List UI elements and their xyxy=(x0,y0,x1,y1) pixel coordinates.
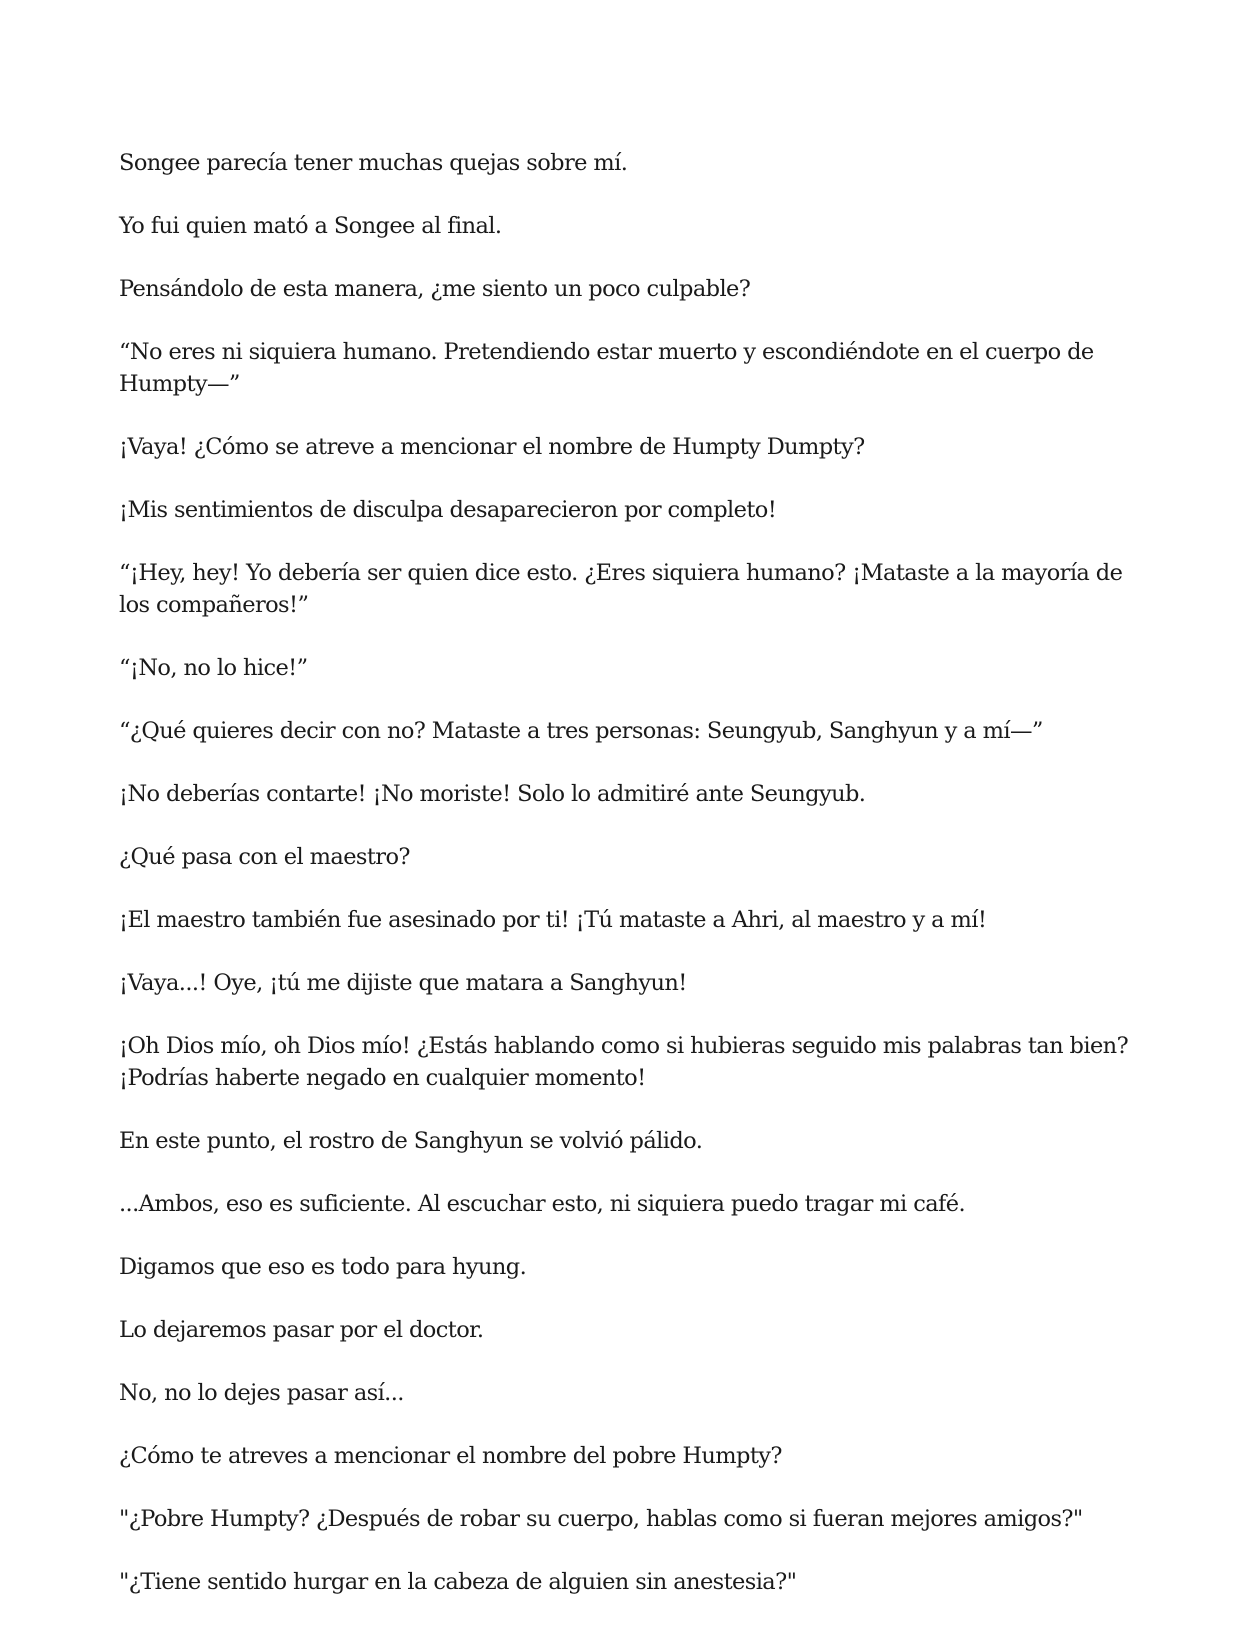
paragraph: ¡Mis sentimientos de disculpa desaparecieron por completo! xyxy=(119,497,777,523)
paragraph: ¿Cómo te atreves a mencionar el nombre del pobre Humpty? xyxy=(119,1443,782,1469)
paragraph: En este punto, el rostro de Sanghyun se volvió pálido. xyxy=(119,1128,703,1154)
paragraph: “¡Hey, hey! Yo debería ser quien dice esto. ¿Eres siquiera humano? ¡Mataste a la mayoría de los compañeros!” xyxy=(119,560,1123,618)
paragraph: ¡Vaya...! Oye, ¡tú me dijiste que matara a Sanghyun! xyxy=(119,970,687,996)
paragraph: ¡El maestro también fue asesinado por ti! ¡Tú mataste a Ahri, al maestro y a mí! xyxy=(119,907,987,933)
paragraph: Songee parecía tener muchas quejas sobre mí. xyxy=(119,150,628,176)
document-body xyxy=(119,147,1129,1629)
paragraph: "¿Tiene sentido hurgar en la cabeza de alguien sin anestesia?" xyxy=(119,1569,797,1595)
paragraph: “¡No, no lo hice!” xyxy=(119,655,308,681)
paragraph: ¡Oh Dios mío, oh Dios mío! ¿Estás hablando como si hubieras seguido mis palabras tan bien? ¡Podrías haberte negado en cualquier momento! xyxy=(119,1033,1129,1091)
paragraph: No, no lo dejes pasar así... xyxy=(119,1380,404,1406)
paragraph: ¡No deberías contarte! ¡No moriste! Solo lo admitiré ante Seungyub. xyxy=(119,781,866,807)
paragraph: Pensándolo de esta manera, ¿me siento un poco culpable? xyxy=(119,276,751,302)
paragraph: ...Ambos, eso es suficiente. Al escuchar esto, ni siquiera puedo tragar mi café. xyxy=(119,1191,966,1217)
paragraph: ¿Qué pasa con el maestro? xyxy=(119,844,410,870)
paragraph: Lo dejaremos pasar por el doctor. xyxy=(119,1317,484,1343)
paragraph: Digamos que eso es todo para hyung. xyxy=(119,1254,527,1280)
paragraph: ¡Vaya! ¿Cómo se atreve a mencionar el nombre de Humpty Dumpty? xyxy=(119,434,865,460)
paragraph: Yo fui quien mató a Songee al final. xyxy=(119,213,502,239)
paragraph: “No eres ni siquiera humano. Pretendiendo estar muerto y escondiéndote en el cuerpo de Humpty—” xyxy=(119,339,1094,397)
paragraph: “¿Qué quieres decir con no? Mataste a tres personas: Seungyub, Sanghyun y a mí—” xyxy=(119,718,1043,744)
paragraph: "¿Pobre Humpty? ¿Después de robar su cuerpo, hablas como si fueran mejores amigos?" xyxy=(119,1506,1083,1532)
